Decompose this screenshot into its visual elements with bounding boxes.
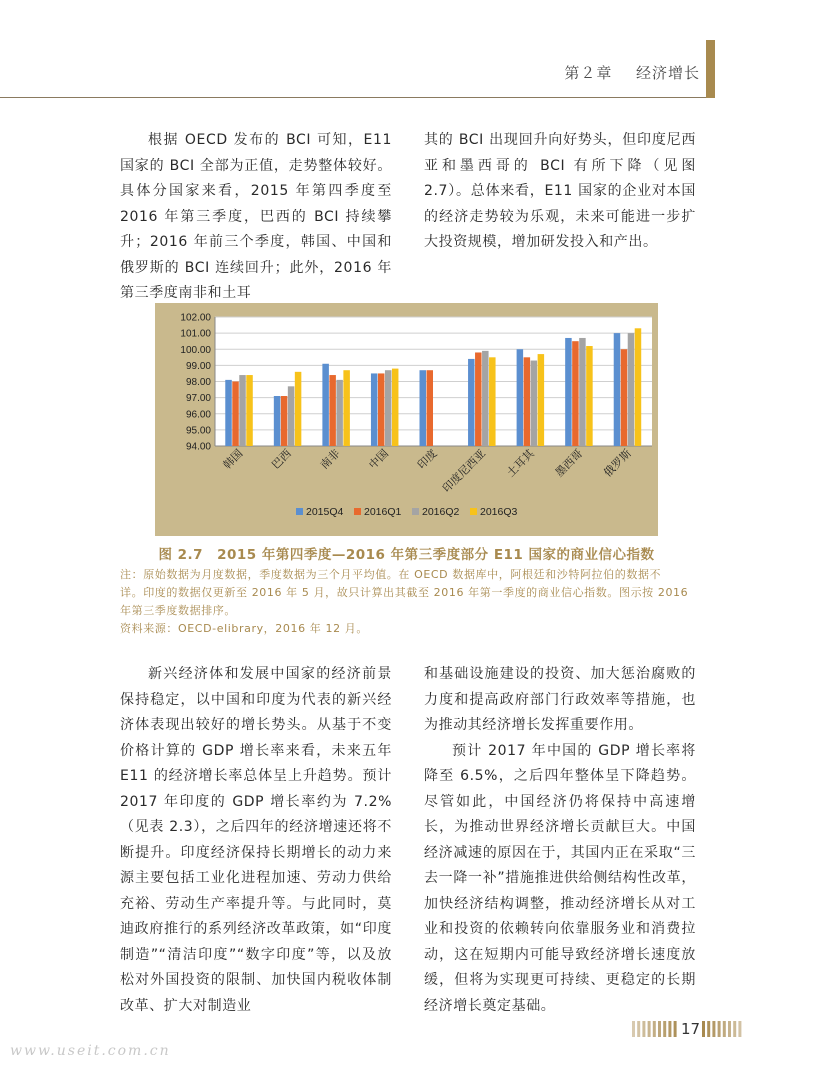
bar-2016Q2 <box>239 375 246 446</box>
footer-bar <box>637 1021 640 1037</box>
legend-label: 2015Q4 <box>306 506 344 518</box>
x-tick-label: 巴西 <box>269 446 294 472</box>
legend-swatch <box>412 508 419 515</box>
body-paragraph: 预计 2017 年中国的 GDP 增长率将降至 6.5%，之后四年整体呈下降趋势。尽管如此，中国经济仍将保持中高速增长，为推动世界经济增长贡献巨大。中国经济减速的原因在于，其国内正在采取“三去一降一补”措施推进供给侧结构性改革，加快经济结构调整，推动经济增长从对工业和投资的依赖转向依靠服务业和消费拉动，这在短期内可能导致经济增长速度放缓，但将为实现更可持续、更稳定的长期经济增长奠定基础。 <box>424 742 696 1014</box>
intro-column-left <box>120 128 392 307</box>
figure-source: 资料来源：OECD-elibrary，2016 年 12 月。 <box>120 622 368 635</box>
bar-2016Q1 <box>232 382 239 447</box>
footer-bar <box>723 1021 726 1037</box>
bar-2016Q3 <box>538 354 545 446</box>
bar-2016Q3 <box>586 346 593 446</box>
figure-note-line: 年第三季度数据排序。 <box>120 604 236 617</box>
x-tick-label: 印度 <box>414 446 440 472</box>
x-tick-label: 南非 <box>317 446 343 472</box>
bar-2016Q2 <box>531 361 538 446</box>
header-accent-bar <box>706 40 715 98</box>
bar-2016Q3 <box>489 357 496 446</box>
bar-2016Q1 <box>427 370 434 446</box>
figure-note-line: 详。印度的数据仅更新至 2016 年 5 月，故只计算出其截至 2016 年第一季度的商业信心指数。图示按 2016 <box>120 586 689 599</box>
bar-2016Q1 <box>621 349 628 446</box>
footer-bar <box>642 1021 645 1037</box>
legend-swatch <box>296 508 303 515</box>
figure-note-line: 注：原始数据为月度数据，季度数据为三个月平均值。在 OECD 数据库中，阿根廷和沙特阿拉伯的数据不 <box>120 568 662 581</box>
bar-2016Q2 <box>288 386 295 446</box>
y-tick-label: 94.00 <box>185 441 211 453</box>
body-column-right <box>424 662 696 1019</box>
bar-2016Q3 <box>343 370 350 446</box>
x-tick-label: 韩国 <box>220 446 246 472</box>
figure-notes <box>120 566 696 638</box>
watermark: www.useit.com.cn <box>10 1043 171 1059</box>
footer-bar <box>738 1021 741 1037</box>
y-tick-label: 97.00 <box>185 393 211 405</box>
running-header <box>560 62 700 83</box>
bar-2016Q3 <box>246 375 253 446</box>
bar-2015Q4 <box>371 373 378 446</box>
bar-2015Q4 <box>517 349 524 446</box>
intro-paragraph: 根据 OECD 发布的 BCI 可知，E11 国家的 BCI 全部为正值，走势整体较好。具体分国家来看，2015 年第四季度至 2016 年第三季度，巴西的 BCI 持续攀升；2016 年前三个季度，韩国、中国和俄罗斯的 BCI 连续回升；此外，2016 年第三季度南非和土耳 <box>120 132 392 301</box>
y-tick-label: 101.00 <box>180 328 211 340</box>
chapter-title: 经济增长 <box>635 64 700 82</box>
x-tick-label: 土耳其 <box>504 446 537 480</box>
bar-2015Q4 <box>225 380 232 446</box>
footer-bar <box>733 1021 736 1037</box>
figure-note-lines <box>120 566 696 620</box>
bci-chart <box>155 303 658 536</box>
chapter-number: 第２章 <box>564 64 613 82</box>
footer-bar <box>712 1021 715 1037</box>
bar-2015Q4 <box>614 333 621 446</box>
bci-chart-svg <box>155 303 658 536</box>
bar-2016Q2 <box>579 338 586 446</box>
bar-2016Q1 <box>378 373 385 446</box>
footer-bar <box>718 1021 721 1037</box>
y-tick-label: 95.00 <box>185 425 211 437</box>
bar-2016Q3 <box>295 372 302 446</box>
bar-2016Q1 <box>475 352 482 446</box>
body-paragraph-continued: 和基础设施建设的投资、加大惩治腐败的力度和提高政府部门行政效率等措施，也为推动其经济增长发挥重要作用。 <box>424 666 696 733</box>
bar-2016Q2 <box>628 333 635 446</box>
bar-2016Q2 <box>482 351 489 446</box>
bar-2016Q1 <box>524 357 531 446</box>
footer-bar <box>648 1021 651 1037</box>
header-rule <box>0 97 712 98</box>
figure-caption: 图 2.7 2015 年第四季度—2016 年第三季度部分 E11 国家的商业信心指数 <box>158 547 655 563</box>
footer-bar <box>674 1021 677 1037</box>
footer-bars-right-icon <box>702 1021 742 1037</box>
bar-2016Q1 <box>281 396 288 446</box>
y-tick-label: 98.00 <box>185 377 211 388</box>
footer-bar <box>632 1021 635 1037</box>
bar-2015Q4 <box>274 396 281 446</box>
legend-label: 2016Q3 <box>480 506 518 518</box>
bar-2016Q3 <box>635 328 642 446</box>
legend-swatch <box>354 508 361 515</box>
bar-2015Q4 <box>420 370 427 446</box>
bar-2015Q4 <box>322 364 329 446</box>
y-tick-label: 102.00 <box>180 312 211 324</box>
bar-2016Q2 <box>385 370 392 446</box>
intro-column-right <box>424 128 696 256</box>
y-tick-label: 99.00 <box>185 360 211 372</box>
body-column-left <box>120 662 392 1019</box>
footer-bar <box>663 1021 666 1037</box>
x-tick-label: 印度尼西亚 <box>440 446 489 496</box>
body-paragraph: 新兴经济体和发展中国家的经济前景保持稳定，以中国和印度为代表的新兴经济体表现出较好的增长势头。从基于不变价格计算的 GDP 增长率来看，未来五年 E11 的经济增长率总体呈上升趋势。预计 2017 年印度的 GDP 增长率约为 7.2%（见表 2.3），之后四年的经济增速还将不断提升。印度经济保持长期增长的动力来源主要包括工业化进程加速、劳动力供给充裕、劳动生产率提升等。与此同时，莫迪政府推行的系列经济改革政策，如“印度制造”“清洁印度”“数字印度”等，以及放松对外国投资的限制、加快国内税收体制改革、扩大对制造业 <box>120 666 392 1014</box>
footer-bar <box>702 1021 705 1037</box>
intro-paragraph-continued: 其的 BCI 出现回升向好势头，但印度尼西亚和墨西哥的 BCI 有所下降（见图 2.7）。总体来看，E11 国家的企业对本国的经济走势较为乐观，未来可能进一步扩大投资规模，增加研发投入和产出。 <box>424 132 696 250</box>
legend-swatch <box>470 508 477 515</box>
y-tick-label: 96.00 <box>185 409 211 421</box>
bar-2016Q2 <box>336 380 343 446</box>
footer-bars-left-icon <box>632 1021 680 1037</box>
legend-label: 2016Q1 <box>364 506 402 518</box>
x-tick-label: 俄罗斯 <box>601 446 634 480</box>
x-tick-label: 中国 <box>366 446 392 472</box>
bar-2016Q1 <box>329 375 336 446</box>
y-tick-label: 100.00 <box>180 344 211 356</box>
footer-bar <box>728 1021 731 1037</box>
footer-bar <box>653 1021 656 1037</box>
footer-bar <box>707 1021 710 1037</box>
footer-bar <box>658 1021 661 1037</box>
bar-2015Q4 <box>468 359 475 446</box>
footer-bar <box>668 1021 671 1037</box>
bar-2016Q1 <box>572 341 579 446</box>
bar-2015Q4 <box>565 338 572 446</box>
page-number: 17 <box>681 1020 701 1038</box>
x-tick-label: 墨西哥 <box>552 446 586 480</box>
legend-label: 2016Q2 <box>422 506 460 518</box>
bar-2016Q3 <box>392 369 399 446</box>
